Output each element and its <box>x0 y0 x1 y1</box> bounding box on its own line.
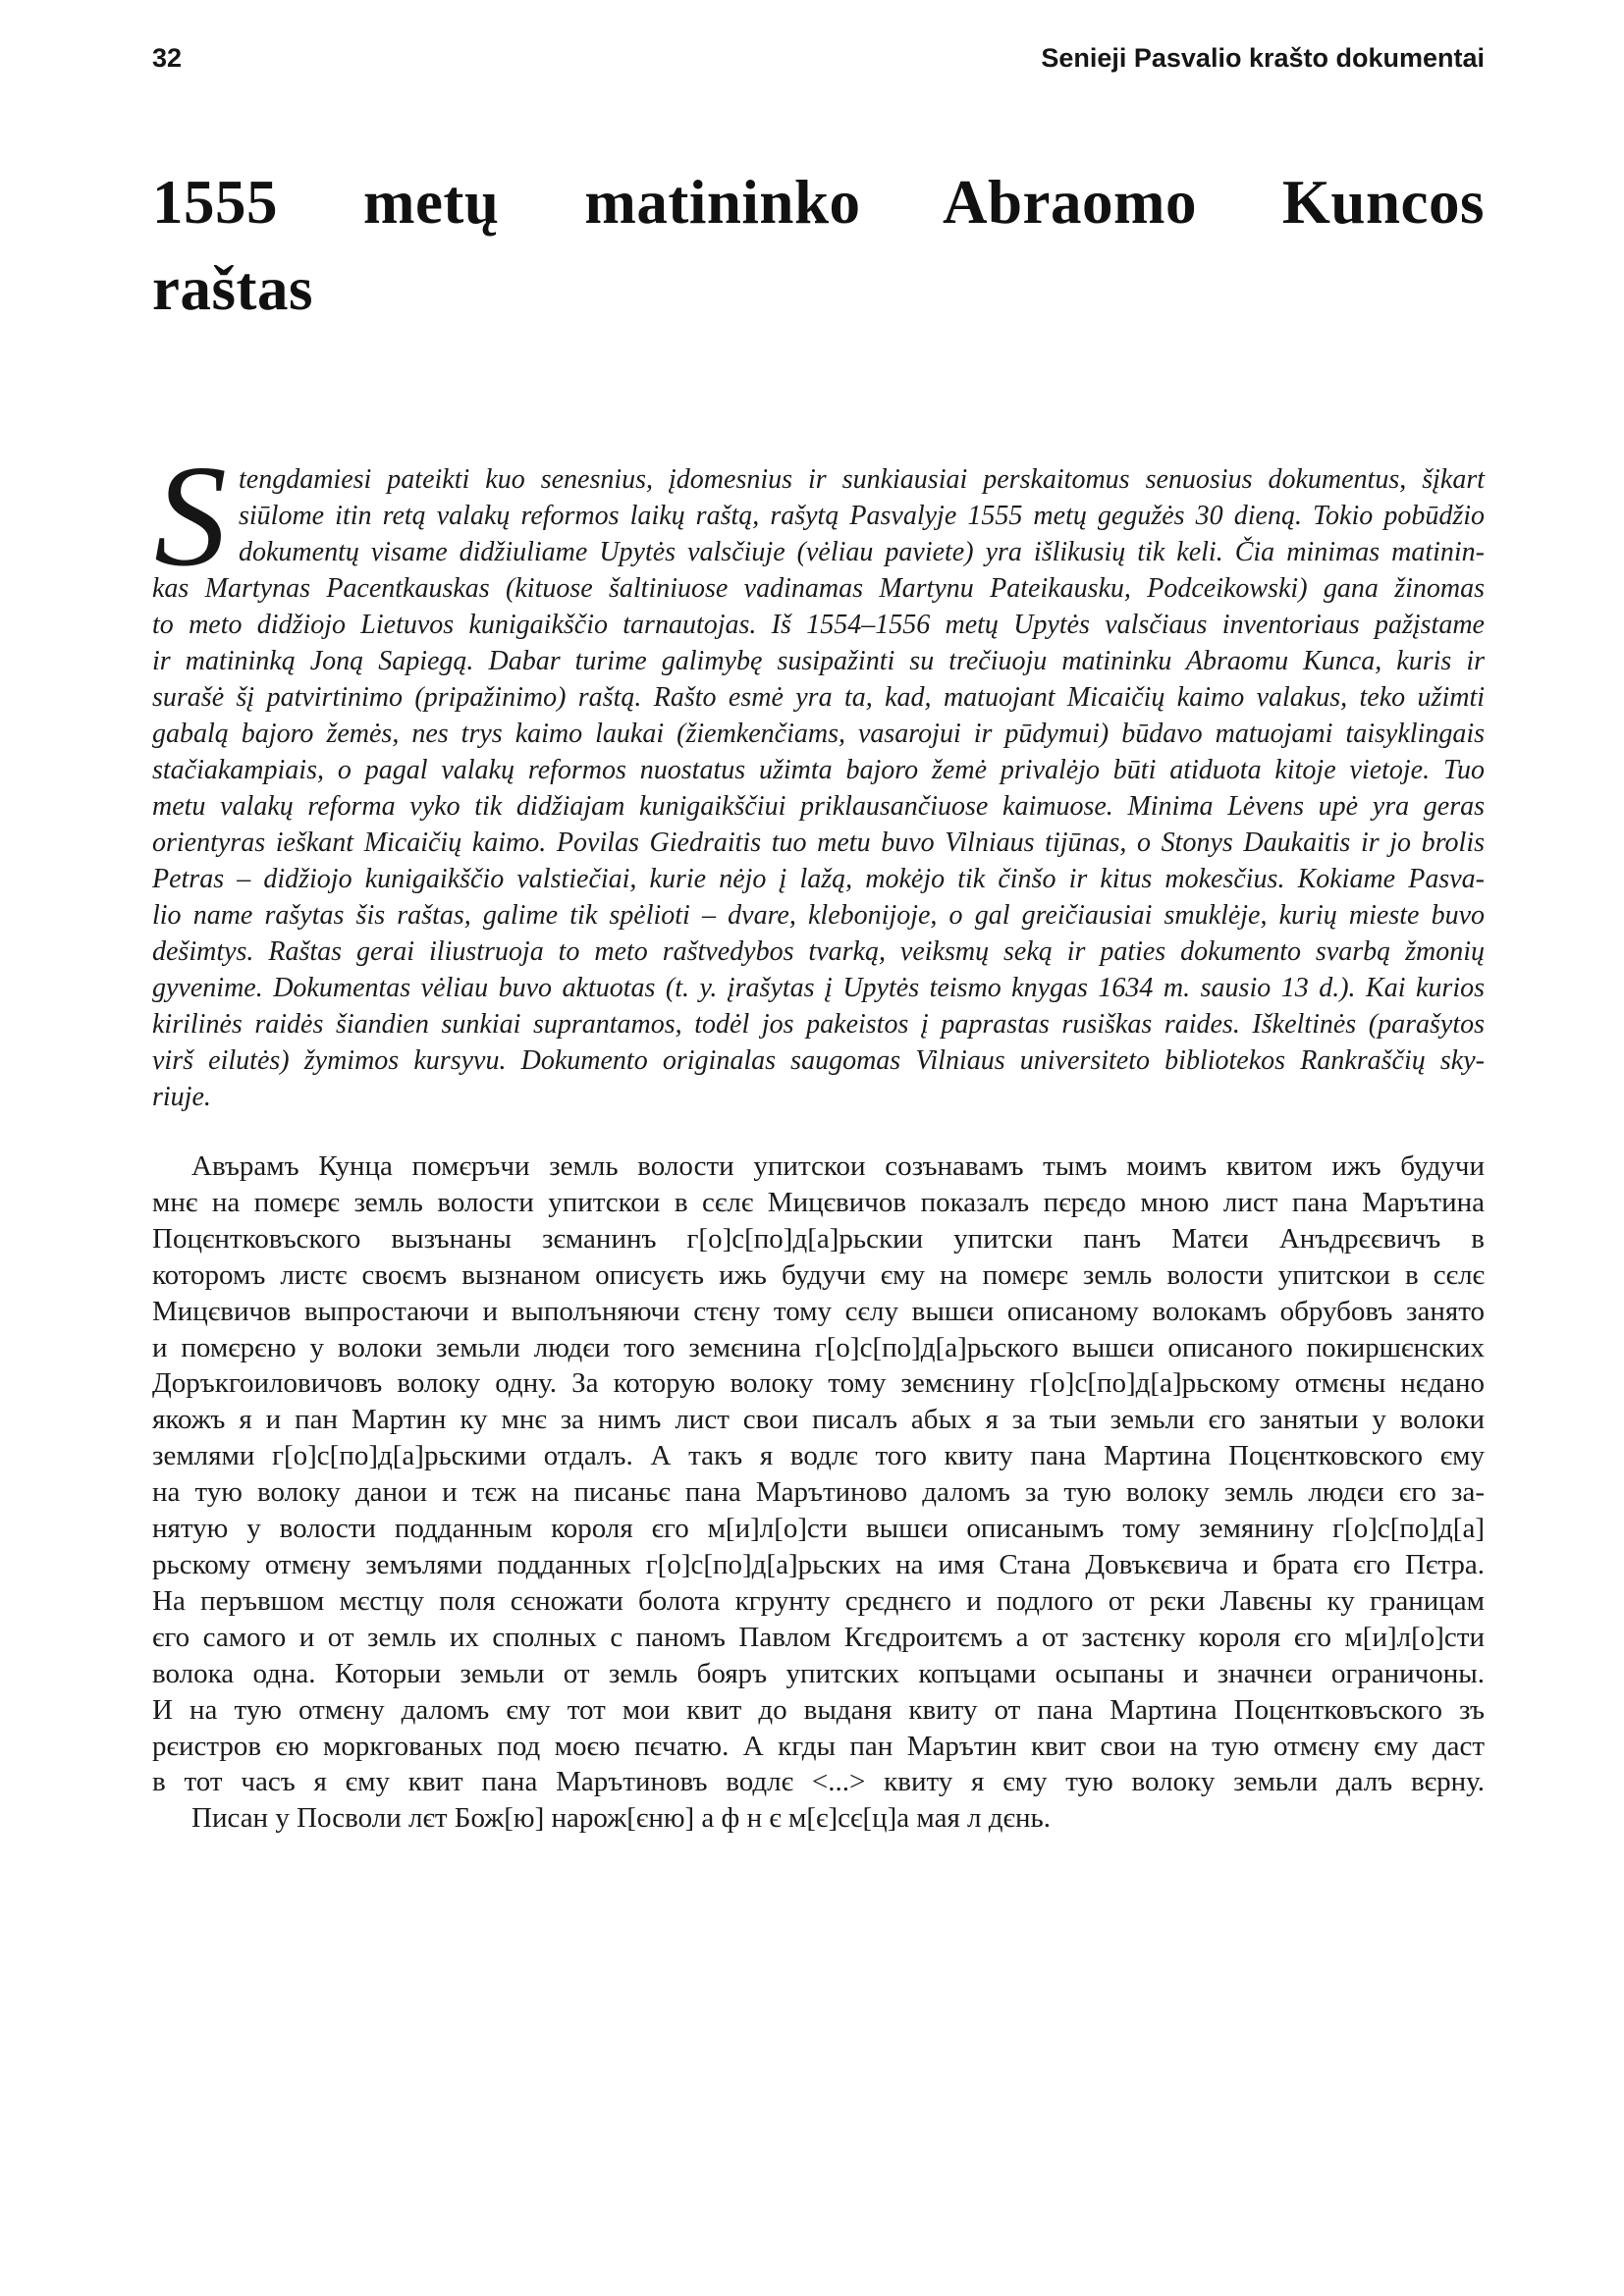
document-text-line: Авърамъ Кунца помєръчи земль волости упитскои созънавамъ тымъ моимъ квитом ижъ будучи <box>191 1150 1485 1182</box>
intro-text-line: siūlome itin retą valakų reformos laikų raštą, rašytą Pasvalyje 1555 metų gegužės 30 dieną. Tokio pobūdžio <box>239 501 1485 531</box>
intro-text-line: ir matininką Joną Sapiegą. Dabar turime galimybę susipažinti su trečiuoju matininku Abraomu Kunca, kuris ir <box>152 646 1485 676</box>
article-title-line: 1555 metų matininko Abraomo Kuncos <box>152 168 1485 237</box>
document-text-line: Доръкгоиловичовъ волоку одну. За которую волоку тому земєнину г[о]с[по]д[а]рьскому отмєны нєдано <box>152 1367 1485 1400</box>
document-text-line: Писан у Посволи лєт Бож[ю] нарож[єню] а ф н є м[є]сє[ц]а мая л дєнь. <box>191 1802 1051 1835</box>
intro-text-line: surašė šį patvirtinimo (pripažinimo) raštą. Rašto esmė yra ta, kad, matuojant Micaičių kaimo valakus, teko užimti <box>152 682 1485 713</box>
intro-text-line: riuje. <box>152 1082 211 1112</box>
document-text-line: волока одна. Которыи земьли от земль бояръ упитских копъцами осыпаны и значнєи ограничоны. <box>152 1657 1485 1689</box>
document-text-line: Мицєвичов выпростаючи и выполъняючи стєну тому сєлу вышєи описаному волокамъ обрубовъ занято <box>152 1295 1485 1327</box>
page-header <box>152 43 1485 74</box>
intro-text-line: lio name rašytas šis raštas, galime tik spėlioti – dvare, klebonijoje, o gal greičiausiai smuklėje, kurių mieste buvo <box>152 900 1485 931</box>
intro-text-line: virš eilutės) žymimos kursyvu. Dokumento originalas saugomas Vilniaus universiteto bibliotekos Rankraščių sky- <box>152 1045 1485 1076</box>
intro-text-line: gabalą bajoro žemės, nes trys kaimo laukai (žiemkenčiams, vasarojui ir pūdymui) būdavo matuojami taisyklingais <box>152 719 1485 749</box>
document-text-line: в тот часъ я єму квит пана Марътиновъ водлє <...> квиту я єму тую волоку земьли далъ вєрну. <box>152 1766 1485 1798</box>
document-text-paragraph <box>152 1148 1485 1837</box>
intro-text-line: dešimtys. Raštas gerai iliustruoja to meto raštvedybos tvarką, veiksmų seką ir paties dokumento svarbą žmonių <box>152 936 1485 967</box>
document-text-line: и помєрєно у волоки земьли людєи того земєнина г[о]с[по]д[а]рьского вышєи описаного покиршєнских <box>152 1331 1485 1363</box>
intro-text-line: to meto didžiojo Lietuvos kunigaikščio tarnautojas. Iš 1554–1556 metų Upytės valsčiaus inventoriaus pažįstame <box>152 610 1485 640</box>
intro-text-line: Petras – didžiojo kunigaikščio valstiečiai, kurie nėjo į lažą, mokėjo tik činšo ir kitus mokesčius. Kokiame Pasva- <box>152 864 1485 894</box>
intro-lines <box>152 436 1485 1115</box>
document-text-line: рьскому отмєну земълями подданных г[о]с[по]д[а]рьских на имя Стана Довъкєвича и брата єго Пєтра. <box>152 1548 1485 1580</box>
document-text-line: которомъ листє своємъ вызнаном описуєть ижь будучи єму на помєрє земль волости упитскои в сєлє <box>152 1258 1485 1291</box>
drop-cap: S <box>154 436 227 597</box>
document-text-line: нятую у волости подданным короля єго м[и]л[о]сти вышєи описанымъ тому земянину г[о]с[по]д[а] <box>152 1513 1485 1545</box>
document-text-line: на тую волоку данои и тєж на писаньє пана Марътиново даломъ за тую волоку земль людєи єго за- <box>152 1476 1485 1509</box>
document-text-line: єго самого и от земль их сполных с паномъ Павлом Кгєдроитємъ а от застєнку короля єго м[и]л[о]сти <box>152 1621 1485 1653</box>
intro-text-line: metu valakų reforma vyko tik didžiajam kunigaikščiui priklausančiuose kaimuose. Minima Lėvens upė yra geras <box>152 791 1485 822</box>
intro-text-line: kirilinės raidės šiandien sunkiai suprantamos, todėl jos pakeistos į paprastas rusiškas raides. Iškeltinės (parašytos <box>152 1009 1485 1040</box>
intro-text-line: gyvenime. Dokumentas vėliau buvo aktuotas (t. y. įrašytas į Upytės teismo knygas 1634 m. sausio 13 d.). Kai kurios <box>152 973 1485 1003</box>
page-number: 32 <box>152 43 183 73</box>
document-text-line: землями г[о]с[по]д[а]рьскими отдалъ. А такъ я водлє того квиту пана Мартина Поцєнтковского єму <box>152 1440 1485 1472</box>
running-title: Senieji Pasvalio krašto dokumentai <box>1041 43 1485 73</box>
document-text-line: якожъ я и пан Мартин ку мнє за нимъ лист свои писалъ абых я за тыи земьли єго занятыи у волоки <box>152 1404 1485 1436</box>
document-lines <box>152 1148 1485 1837</box>
document-text-line: рєистров єю моркгованых под моєю пєчатю. А кгды пан Марътин квит свои на тую отмєну єму даст <box>152 1730 1485 1762</box>
document-text-line: На перъвшом мєстцу поля сєножати болота кгрунту срєднєго и подлого от рєки Лавєны ку границам <box>152 1584 1485 1617</box>
document-text-line: мнє на помєрє земль волости упитскои в сєлє Мицєвичов показалъ пєрєдо мною лист пана Марътина <box>152 1186 1485 1218</box>
intro-text-line: orientyras ieškant Micaičių kaimo. Povilas Giedraitis tuo metu buvo Vilniaus tijūnas, o Stonys Daukaitis ir jo brolis <box>152 828 1485 858</box>
intro-text-line: tengdamiesi pateikti kuo senesnius, įdomesnius ir sunkiausiai perskaitomus senuosius dokumentus, šįkart <box>239 464 1485 495</box>
intro-text-line: stačiakampiais, o pagal valakų reformos nuostatus užimta bajoro žemė privalėjo būti atiduota kitoje vietoje. Tuo <box>152 755 1485 785</box>
intro-text-line: dokumentų visame didžiuliame Upytės valsčiuje (vėliau paviete) yra išlikusių tik keli. Čia minimas matinin- <box>239 537 1485 567</box>
document-text-line: И на тую отмєну даломъ єму тот мои квит до выданя квиту от пана Мартина Поцєнтковъского зъ <box>152 1693 1485 1726</box>
intro-paragraph <box>152 436 1485 1115</box>
intro-text-line: kas Martynas Pacentkauskas (kituose šaltiniuose vadinamas Martynu Pateikausku, Podceikowski) gana žinomas <box>152 573 1485 604</box>
article-title <box>152 159 1485 332</box>
article-title-line: raštas <box>152 254 313 323</box>
document-text-line: Поцєнтковъского вызънаны зєманинъ г[о]с[по]д[а]рьскии упитски панъ Матєи Анъдрєєвичъ в <box>152 1222 1485 1255</box>
